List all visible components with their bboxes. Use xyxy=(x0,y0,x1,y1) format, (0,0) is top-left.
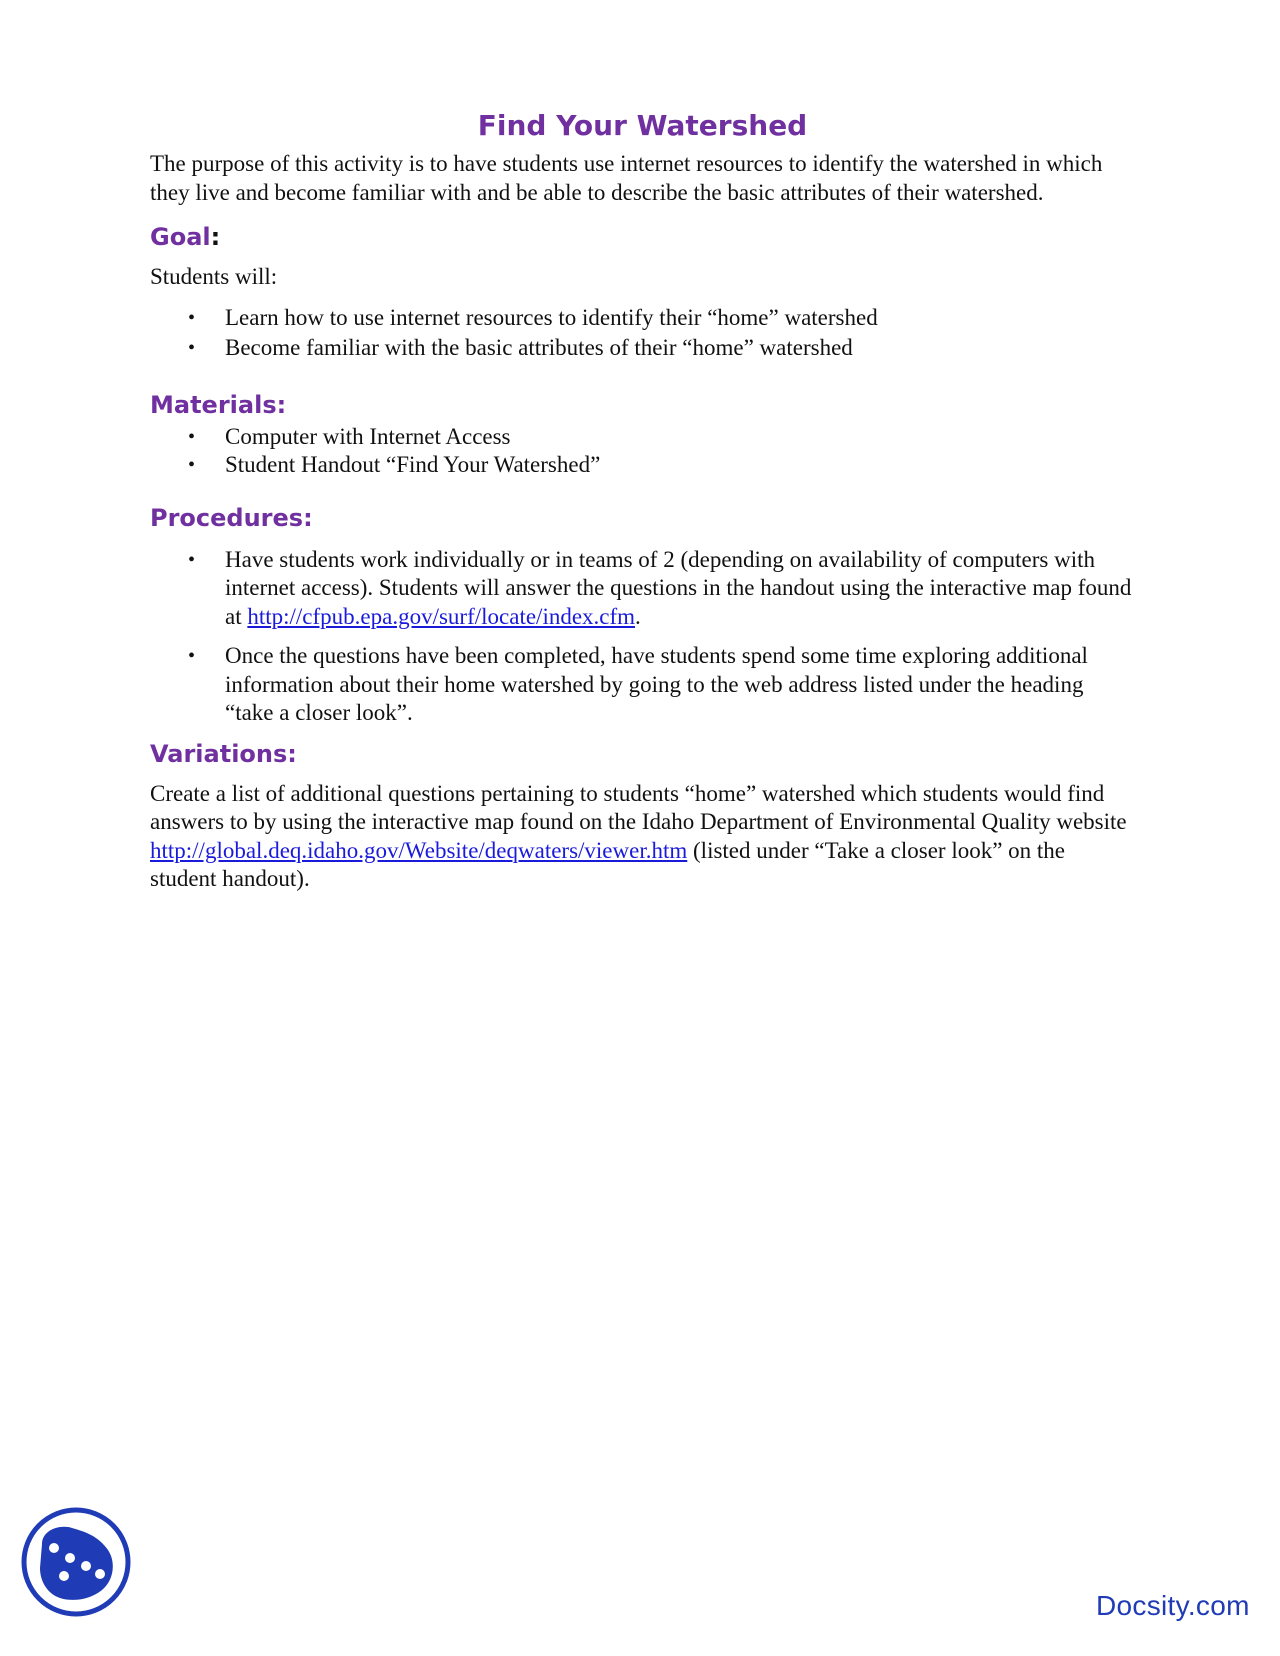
variations-heading: Variations: xyxy=(150,739,297,768)
materials-item-text: Student Handout “Find Your Watershed” xyxy=(225,452,601,477)
goal-item-text: Learn how to use internet resources to identify their “home” watershed xyxy=(225,304,878,330)
document-title: Find Your Watershed xyxy=(477,109,808,142)
procedures-item-text: Have students work individually or in teams of 2 (depending on availability of computers with internet access). Students will answer the questions in the handout using the interactive map found at xyxy=(225,546,1132,629)
variations-paragraph xyxy=(150,780,1135,894)
bullet-icon: • xyxy=(188,454,196,476)
procedures-item-end: . xyxy=(635,603,641,629)
document-page xyxy=(150,108,1135,894)
materials-item-text: Computer with Internet Access xyxy=(225,423,511,449)
bullet-icon: • xyxy=(188,645,196,667)
goal-lead: Students will: xyxy=(150,264,278,289)
goal-list-item xyxy=(150,334,1135,363)
materials-list-item xyxy=(150,423,1135,452)
materials-heading: Materials: xyxy=(150,390,287,419)
variations-text-end: (listed under “Take a closer look” on the student handout). xyxy=(150,837,1066,891)
bullet-icon: • xyxy=(188,306,196,329)
variations-text: Create a list of additional questions pertaining to students “home” watershed which students would find answers to by using the interactive map found on the Idaho Department of Environmental Quality website xyxy=(150,780,1127,834)
procedures-list-item xyxy=(150,642,1135,728)
goal-list xyxy=(150,304,1135,363)
procedures-list xyxy=(150,546,1135,728)
goal-item-text: Become familiar with the basic attributes of their “home” watershed xyxy=(225,335,853,360)
goal-heading xyxy=(150,221,1135,253)
docsity-brand-text[interactable]: Docsity.com xyxy=(1096,1590,1250,1621)
bullet-icon: • xyxy=(188,548,196,571)
procedures-list-item xyxy=(150,546,1135,632)
docsity-logo-svg xyxy=(20,1506,132,1618)
goal-heading-text: Goal xyxy=(150,223,211,251)
intro-paragraph: The purpose of this activity is to have students use internet resources to identify the watershed in which they live and become familiar with and be able to describe the basic attributes of their watershed. xyxy=(150,151,1103,205)
deq-viewer-link[interactable]: http://global.deq.idaho.gov/Website/deqwaters/viewer.htm xyxy=(150,837,688,863)
procedures-item-text: Once the questions have been completed, have students spend some time exploring additional information about their home watershed by going to the web address listed under the heading “take a closer look”. xyxy=(225,643,1088,725)
materials-list-item xyxy=(150,451,1135,480)
goal-heading-colon: : xyxy=(210,223,221,251)
procedures-heading: Procedures: xyxy=(150,503,313,532)
bullet-icon: • xyxy=(188,425,196,448)
docsity-logo-icon[interactable] xyxy=(20,1506,132,1618)
bullet-icon: • xyxy=(188,337,196,359)
goal-list-item xyxy=(150,304,1135,333)
epa-locate-link[interactable]: http://cfpub.epa.gov/surf/locate/index.cfm xyxy=(247,603,636,629)
materials-list xyxy=(150,423,1135,480)
